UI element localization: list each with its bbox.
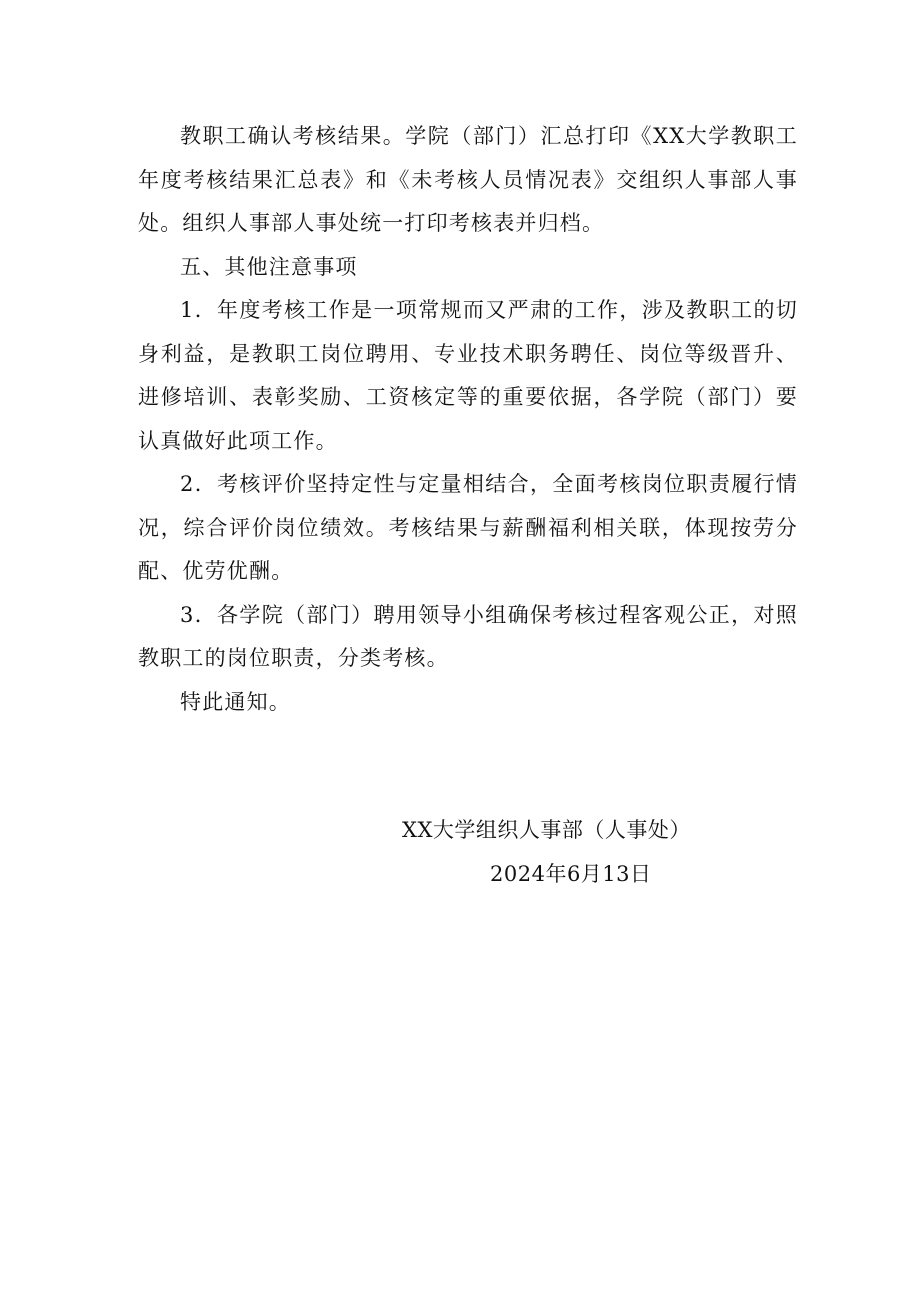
- paragraph-result-confirmation: 教职工确认考核结果。学院（部门）汇总打印《XX大学教职工年度考核结果汇总表》和《未考核人员情况表》交组织人事部人事处。组织人事部人事处统一打印考核表并归档。: [138, 124, 798, 235]
- note-item-3: 3．各学院（部门）聘用领导小组确保考核过程客观公正，对照教职工的岗位职责，分类考核。: [138, 602, 798, 670]
- document-body: [138, 115, 798, 724]
- note-item-1: 1．年度考核工作是一项常规而又严肃的工作，涉及教职工的切身利益，是教职工岗位聘用、专业技术职务聘任、岗位等级晋升、进修培训、表彰奖励、工资核定等的重要依据，各学院（部门）要认真做好此项工作。: [138, 298, 798, 453]
- signature-date: 2024年6月13日: [490, 862, 652, 886]
- closing-statement: 特此通知。: [180, 689, 291, 714]
- note-item-2: 2．考核评价坚持定性与定量相结合，全面考核岗位职责履行情况，综合评价岗位绩效。考核结果与薪酬福利相关联，体现按劳分配、优劳优酬。: [138, 472, 798, 583]
- signature-organization: XX大学组织人事部（人事处）: [402, 818, 691, 842]
- section-heading-other-notes: 五、其他注意事项: [180, 254, 358, 279]
- signature-block: [402, 810, 762, 894]
